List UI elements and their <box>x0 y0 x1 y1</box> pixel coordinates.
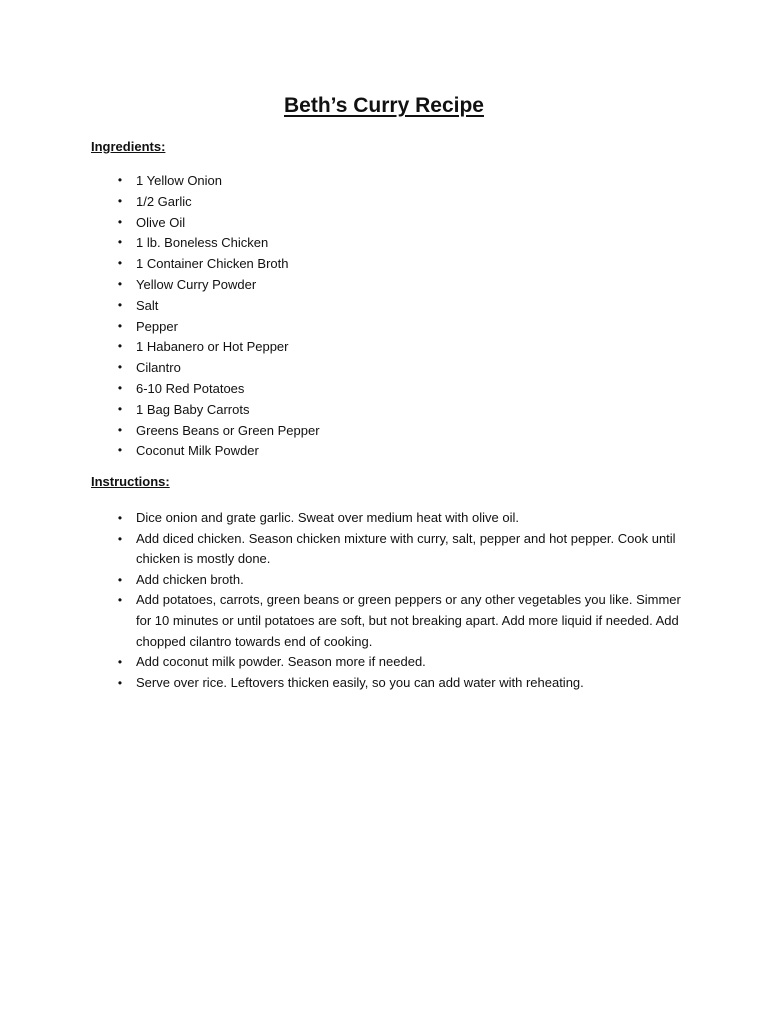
ingredient-item: • 1 lb. Boneless Chicken <box>91 234 320 255</box>
bullet-icon: • <box>117 339 123 354</box>
bullet-icon: • <box>117 235 123 250</box>
bullet-icon: • <box>117 593 123 608</box>
ingredient-item: • 1 Bag Baby Carrots <box>91 401 320 422</box>
bullet-icon: • <box>117 572 123 587</box>
bullet-icon: • <box>117 380 123 395</box>
ingredient-item: • Salt <box>91 297 320 318</box>
ingredients-heading: Ingredients: <box>91 139 166 154</box>
ingredient-item: • Cilantro <box>91 359 320 380</box>
ingredient-item: • 1 Container Chicken Broth <box>91 255 320 276</box>
ingredient-item: • Pepper <box>91 318 320 339</box>
bullet-icon: • <box>117 256 123 271</box>
page-title: Beth’s Curry Recipe <box>284 94 484 117</box>
bullet-icon: • <box>117 214 123 229</box>
bullet-icon: • <box>117 318 123 333</box>
instructions-list <box>91 508 681 693</box>
instruction-item: • Serve over rice. Leftovers thicken easily, so you can add water with reheating. <box>91 673 681 694</box>
instructions-heading: Instructions: <box>91 474 170 489</box>
bullet-icon: • <box>117 297 123 312</box>
ingredient-item: • Coconut Milk Powder <box>91 442 320 463</box>
instruction-item: • Add coconut milk powder. Season more if needed. <box>91 652 681 673</box>
ingredient-item: • 1/2 Garlic <box>91 193 320 214</box>
bullet-icon: • <box>117 276 123 291</box>
instruction-item: • Dice onion and grate garlic. Sweat over medium heat with olive oil. <box>91 508 681 529</box>
instruction-item: • Add potatoes, carrots, green beans or green peppers or any other vegetables you like. Simmer for 10 minutes or until potatoes are soft, but not breaking apart. Add more liquid if needed. Add chopped cilantro towards end of cooking. <box>91 590 681 652</box>
ingredient-item: • Yellow Curry Powder <box>91 276 320 297</box>
bullet-icon: • <box>117 511 123 525</box>
bullet-icon: • <box>117 193 123 208</box>
ingredient-item: • Greens Beans or Green Pepper <box>91 422 320 443</box>
ingredient-item: • 6-10 Red Potatoes <box>91 380 320 401</box>
bullet-icon: • <box>117 443 123 458</box>
instruction-item: • Add chicken broth. <box>91 570 681 591</box>
bullet-icon: • <box>117 531 123 546</box>
bullet-icon: • <box>117 360 123 375</box>
ingredient-item: • 1 Habanero or Hot Pepper <box>91 338 320 359</box>
bullet-icon: • <box>117 655 123 670</box>
ingredients-list <box>91 172 320 463</box>
ingredient-item: • Olive Oil <box>91 214 320 235</box>
bullet-icon: • <box>117 173 123 187</box>
instruction-item: • Add diced chicken. Season chicken mixture with curry, salt, pepper and hot pepper. Cook until chicken is mostly done. <box>91 529 681 570</box>
bullet-icon: • <box>117 675 123 690</box>
bullet-icon: • <box>117 401 123 416</box>
bullet-icon: • <box>117 422 123 437</box>
ingredient-item: • 1 Yellow Onion <box>91 172 320 193</box>
